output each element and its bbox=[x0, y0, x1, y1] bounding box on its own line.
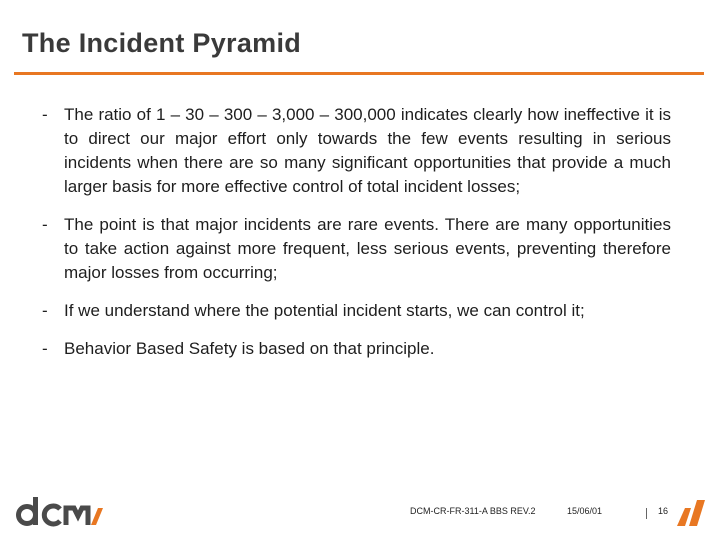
footer-divider bbox=[646, 508, 647, 519]
bullet-item bbox=[42, 213, 671, 285]
brand-mark-left-stroke bbox=[677, 508, 691, 526]
bullet-text: The point is that major incidents are rare events. There are many opportunities to take action against more frequent, less serious events, preventing therefore major losses from occurring; bbox=[64, 215, 671, 282]
title-underline bbox=[14, 72, 704, 75]
logo-letter-d-stem bbox=[33, 497, 38, 525]
bullet-list bbox=[42, 103, 671, 375]
bullet-item bbox=[42, 337, 671, 361]
dcm-logo bbox=[14, 494, 104, 528]
page-title: The Incident Pyramid bbox=[22, 28, 302, 58]
brand-mark-right-stroke bbox=[689, 500, 705, 526]
bullet-text: The ratio of 1 – 30 – 300 – 3,000 – 300,000 indicates clearly how ineffective it is to direct our major effort only towards the few events resulting in serious incidents when there are so many significant opportunities that provide a much larger basis for more effective control of total incident losses; bbox=[64, 105, 671, 196]
brand-mark-icon bbox=[675, 496, 707, 528]
bullet-item bbox=[42, 103, 671, 199]
page-number: 16 bbox=[658, 506, 669, 516]
logo-letter-d-bowl bbox=[19, 507, 36, 524]
logo-letter-c bbox=[44, 506, 60, 524]
bullet-marker: - bbox=[42, 339, 48, 358]
bullet-marker: - bbox=[42, 215, 48, 234]
bullet-item bbox=[42, 299, 671, 323]
bullet-text: If we understand where the potential incident starts, we can control it; bbox=[64, 301, 585, 320]
document-code: DCM-CR-FR-311-A BBS REV.2 bbox=[410, 506, 536, 516]
bullet-marker: - bbox=[42, 105, 48, 124]
bullet-text: Behavior Based Safety is based on that principle. bbox=[64, 339, 435, 358]
logo-accent-slash bbox=[91, 508, 103, 525]
bullet-marker: - bbox=[42, 301, 48, 320]
logo-letter-m bbox=[66, 508, 88, 525]
document-date: 15/06/01 bbox=[567, 506, 603, 516]
